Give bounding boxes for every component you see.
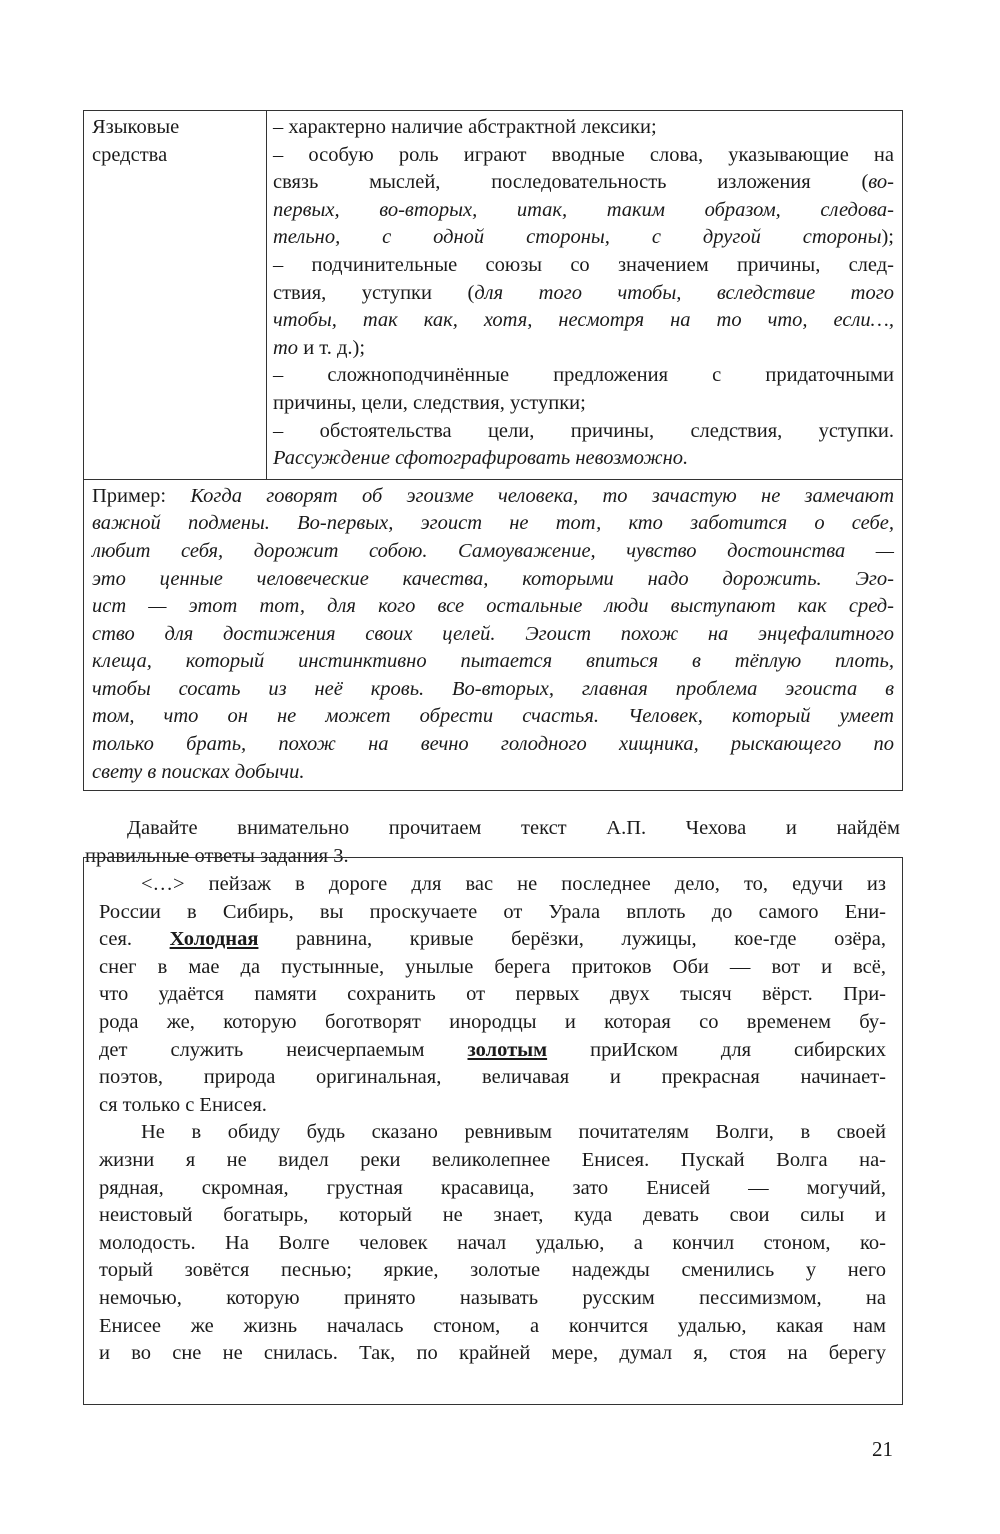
text-segment: рядная, скромная, грустная красавица, зато Енисей — могучий, [99, 1176, 886, 1199]
text-segment: рода же, которую боготворят инородцы и которая со временем бу- [99, 1010, 886, 1033]
text-segment: любит себя, дорожит собою. Самоуважение, чувство достоинства — [92, 539, 894, 562]
text-line [92, 566, 894, 594]
text-segment: это ценные человеческие качества, которыми надо дорожить. Эго- [92, 567, 894, 590]
text-line [99, 1064, 886, 1092]
text-segment: ист — этот тот, для кого все остальные люди выступают как сред- [92, 595, 894, 618]
text-segment: Енисее же жизнь началась стоном, а кончится удалью, какая нам [99, 1314, 886, 1337]
text-segment: ствия, уступки ( [273, 281, 475, 304]
text-segment: свету в поисках добычи. [92, 760, 305, 783]
text-line [273, 307, 894, 335]
text-segment: Не в обиду будь сказано ревнивым почитателям Волги, в своей [141, 1121, 886, 1144]
text-segment: России в Сибирь, вы проскучаете от Урала вплоть до самого Ени- [99, 900, 886, 923]
text-segment: ся только с Енисея. [99, 1093, 267, 1116]
text-line [273, 197, 894, 225]
text-line [92, 510, 894, 538]
text-line [92, 703, 894, 731]
text-line [99, 1313, 886, 1341]
text-line [99, 871, 886, 899]
text-segment: – характерно наличие абстрактной лексики; [273, 116, 657, 138]
text-segment: торый зовётся песнью; яркие, золотые надежды сменились у него [99, 1259, 886, 1282]
text-segment: клеща, который инстинктивно пытается впиться в тёплую плоть, [92, 650, 894, 673]
text-segment: правильные ответы задания 3. [85, 844, 349, 867]
text-segment: равнина, кривые берёзки, лужицы, кое-где озёра, [258, 928, 886, 951]
text-line [99, 1340, 886, 1368]
text-line [273, 169, 894, 197]
text-line [99, 1092, 886, 1120]
text-line [92, 483, 894, 511]
text-line [273, 280, 894, 308]
text-segment: ство для достижения своих целей. Эгоист похож на энцефалитного [92, 622, 894, 645]
text-line [273, 390, 894, 418]
text-segment: и т. д.); [298, 336, 366, 359]
text-segment: немочью, которую принято называть русским пессимизмом, на [99, 1286, 886, 1309]
label-line: Языковые [92, 116, 180, 138]
text-segment: что удаётся памяти сохранить от первых двух тысяч вёрст. При- [99, 983, 886, 1006]
text-line [99, 981, 886, 1009]
text-line [273, 335, 894, 363]
text-segment: сея. [99, 928, 170, 951]
text-line [85, 815, 900, 843]
text-segment: Давайте внимательно прочитаем текст А.П. Чехова и найдём [127, 817, 900, 839]
text-segment: первых, во-вторых, итак, таким образом, следова- [273, 198, 894, 221]
text-segment: – обстоятельства цели, причины, следствия, уступки. [273, 419, 894, 442]
text-line [99, 899, 886, 927]
text-line [273, 252, 894, 280]
text-line [92, 676, 894, 704]
text-line [92, 593, 894, 621]
text-line [92, 621, 894, 649]
text-line [92, 648, 894, 676]
text-segment: Пример: [92, 484, 191, 507]
text-segment: Рассуждение сфотографировать невозможно. [273, 447, 689, 470]
text-line [92, 759, 894, 787]
text-segment: чтобы сосать из неё кровь. Во-вторых, главная проблема эгоиста в [92, 677, 894, 700]
text-segment: во- [868, 171, 894, 194]
text-segment: ); [881, 226, 894, 249]
text-line [273, 142, 894, 170]
text-segment: чтобы, так как, хотя, несмотря на то что, если…, [273, 309, 894, 332]
text-segment: для того чтобы, вследствие того [474, 281, 894, 304]
underlined-word: золотым [467, 1038, 548, 1061]
text-segment: дет служить неисчерпаемым [99, 1038, 468, 1061]
text-line [99, 954, 886, 982]
text-segment: важной подмены. Во-первых, эгоист не тот, кто заботится о себе, [92, 512, 894, 535]
text-line [99, 1202, 886, 1230]
text-line [99, 1230, 886, 1258]
text-segment: причины, цели, следствия, уступки; [273, 391, 586, 414]
text-segment: тельно, с одной стороны, с другой стороны [273, 226, 882, 249]
text-line [99, 1119, 886, 1147]
text-line [99, 1285, 886, 1313]
example-cell [84, 480, 902, 791]
text-segment: связь мыслей, последовательность изложения ( [273, 171, 869, 194]
text-line [273, 362, 894, 390]
text-line [99, 1175, 886, 1203]
text-line [92, 731, 894, 759]
text-segment: жизни я не видел реки великолепнее Енисея. Пускай Волга на- [99, 1148, 886, 1171]
text-line [99, 1147, 886, 1175]
text-line [99, 1009, 886, 1037]
text-line [99, 1037, 886, 1065]
style-features-table [83, 110, 903, 791]
underlined-word: Холодная [169, 928, 259, 951]
text-segment: снег в мае да пустынные, унылые берега притоков Оби — вот и всё, [99, 955, 886, 978]
text-line [273, 445, 894, 473]
text-segment: только брать, похож на вечно голодного хищника, рыскающего по [92, 733, 894, 756]
text-line [273, 224, 894, 252]
text-segment: молодость. На Волге человек начал удалью, а кончил стоном, ко- [99, 1231, 886, 1254]
text-segment: – особую роль играют вводные слова, указывающие на [273, 143, 894, 166]
text-segment: то [273, 336, 299, 359]
text-segment: и во сне не снилась. Так, по крайней мере, думал я, стоя на берегу [99, 1342, 886, 1365]
text-line [99, 1257, 886, 1285]
text-line [99, 926, 886, 954]
text-segment: Когда говорят об эгоизме человека, то зачастую не замечают [190, 484, 894, 507]
text-segment: неистовый богатырь, который не знает, куда девать свои силы и [99, 1204, 886, 1227]
page-number: 21 [872, 1437, 893, 1461]
row-label [84, 111, 267, 479]
table-row-language-means [84, 111, 902, 480]
text-segment: <…> пейзаж в дороге для вас не последнее дело, то, едучи из [141, 873, 886, 895]
feature-list [267, 111, 902, 479]
text-segment: приИском для сибирских [547, 1038, 887, 1061]
label-line: средства [92, 143, 168, 166]
chekhov-excerpt-box [83, 857, 903, 1405]
text-segment: – сложноподчинённые предложения с придаточными [273, 364, 894, 387]
text-line [273, 418, 894, 446]
text-line [92, 538, 894, 566]
text-segment: том, что он не может обрести счастья. Человек, который умеет [92, 705, 894, 728]
text-line [273, 114, 894, 142]
text-segment: – подчинительные союзы со значением причины, след- [273, 253, 894, 276]
text-segment: поэтов, природа оригинальная, величавая и прекрасная начинает- [99, 1066, 886, 1089]
